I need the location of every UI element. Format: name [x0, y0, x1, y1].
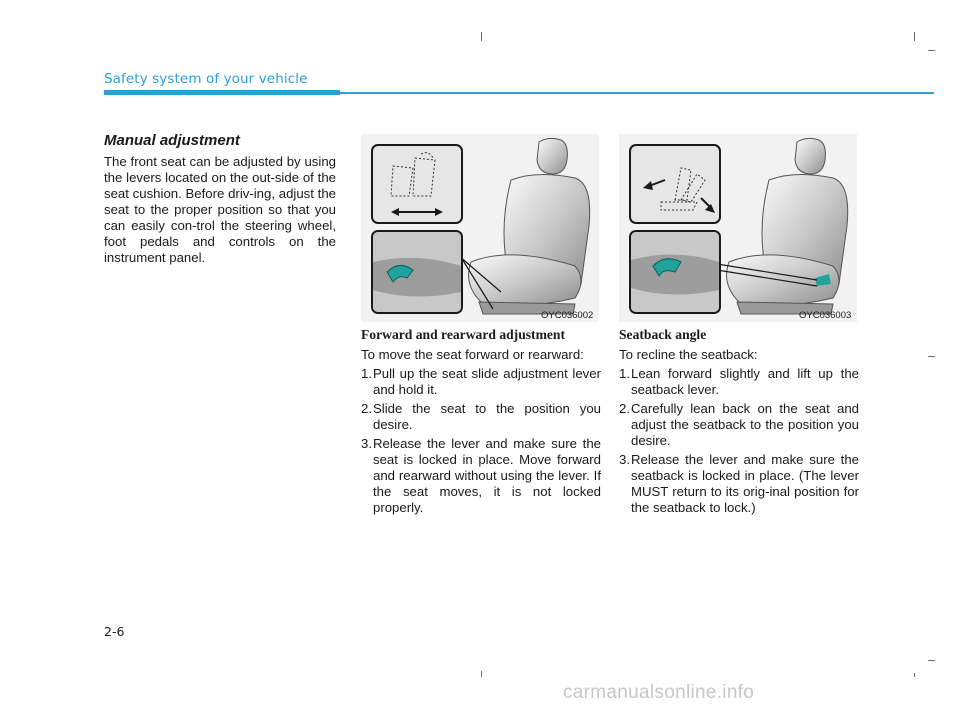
figure-code: OYC036002 — [541, 310, 594, 321]
manual-adjustment-paragraph: The front seat can be adjusted by using the levers located on the out-side of the seat cushion. Before driv-ing, adjust the seat to the proper position so that you can easily con-trol the steering wheel, foot pedals and controls on the instrument panel. — [104, 154, 336, 265]
crop-mark — [914, 673, 915, 677]
list-item: 2. Carefully lean back on the seat and adjust the seatback to the position you desire. — [619, 401, 859, 448]
seatback-motion-diagram — [631, 146, 719, 222]
forward-rearward-steps — [361, 366, 601, 519]
list-item: 3. Release the lever and make sure the seat is locked in place. Move forward and rearward without using the lever. If the seat moves, it is not locked properly. — [361, 436, 601, 515]
slide-lever-closeup-inset — [371, 230, 463, 314]
crop-mark — [928, 356, 935, 357]
seatback-angle-intro: To recline the seatback: — [619, 347, 758, 362]
seat-slide-motion-diagram — [373, 146, 461, 222]
section-title-bar — [104, 90, 340, 95]
seatback-motion-inset — [629, 144, 721, 224]
list-item: 1. Lean forward slightly and lift up the seatback lever. — [619, 366, 859, 397]
crop-mark — [481, 671, 482, 677]
seat-slide-figure — [361, 134, 599, 322]
header-rule — [340, 92, 934, 94]
crop-mark — [928, 660, 935, 661]
seatback-angle-figure — [619, 134, 857, 322]
forward-rearward-intro: To move the seat forward or rearward: — [361, 347, 584, 362]
slide-lever-closeup — [373, 232, 461, 312]
section-title: Safety system of your vehicle — [104, 71, 308, 87]
page-number: 2-6 — [104, 624, 125, 639]
crop-mark — [928, 50, 935, 51]
recline-lever-closeup — [631, 232, 719, 312]
list-item: 2. Slide the seat to the position you desire. — [361, 401, 601, 432]
recline-lever-closeup-inset — [629, 230, 721, 314]
forward-rearward-heading: Forward and rearward adjustment — [361, 327, 566, 342]
seatback-angle-heading: Seatback angle — [619, 327, 707, 342]
crop-mark — [914, 32, 915, 41]
watermark: carmanualsonline.info — [563, 682, 755, 703]
seat-slide-motion-inset — [371, 144, 463, 224]
crop-mark — [481, 32, 482, 41]
list-item: 3. Release the lever and make sure the seatback is locked in place. (The lever MUST return to its orig-inal position for the seatback to lock.) — [619, 452, 859, 515]
manual-adjustment-heading: Manual adjustment — [104, 132, 240, 149]
seatback-angle-steps — [619, 366, 859, 519]
list-item: 1. Pull up the seat slide adjustment lever and hold it. — [361, 366, 601, 397]
figure-code: OYC036003 — [799, 310, 852, 321]
